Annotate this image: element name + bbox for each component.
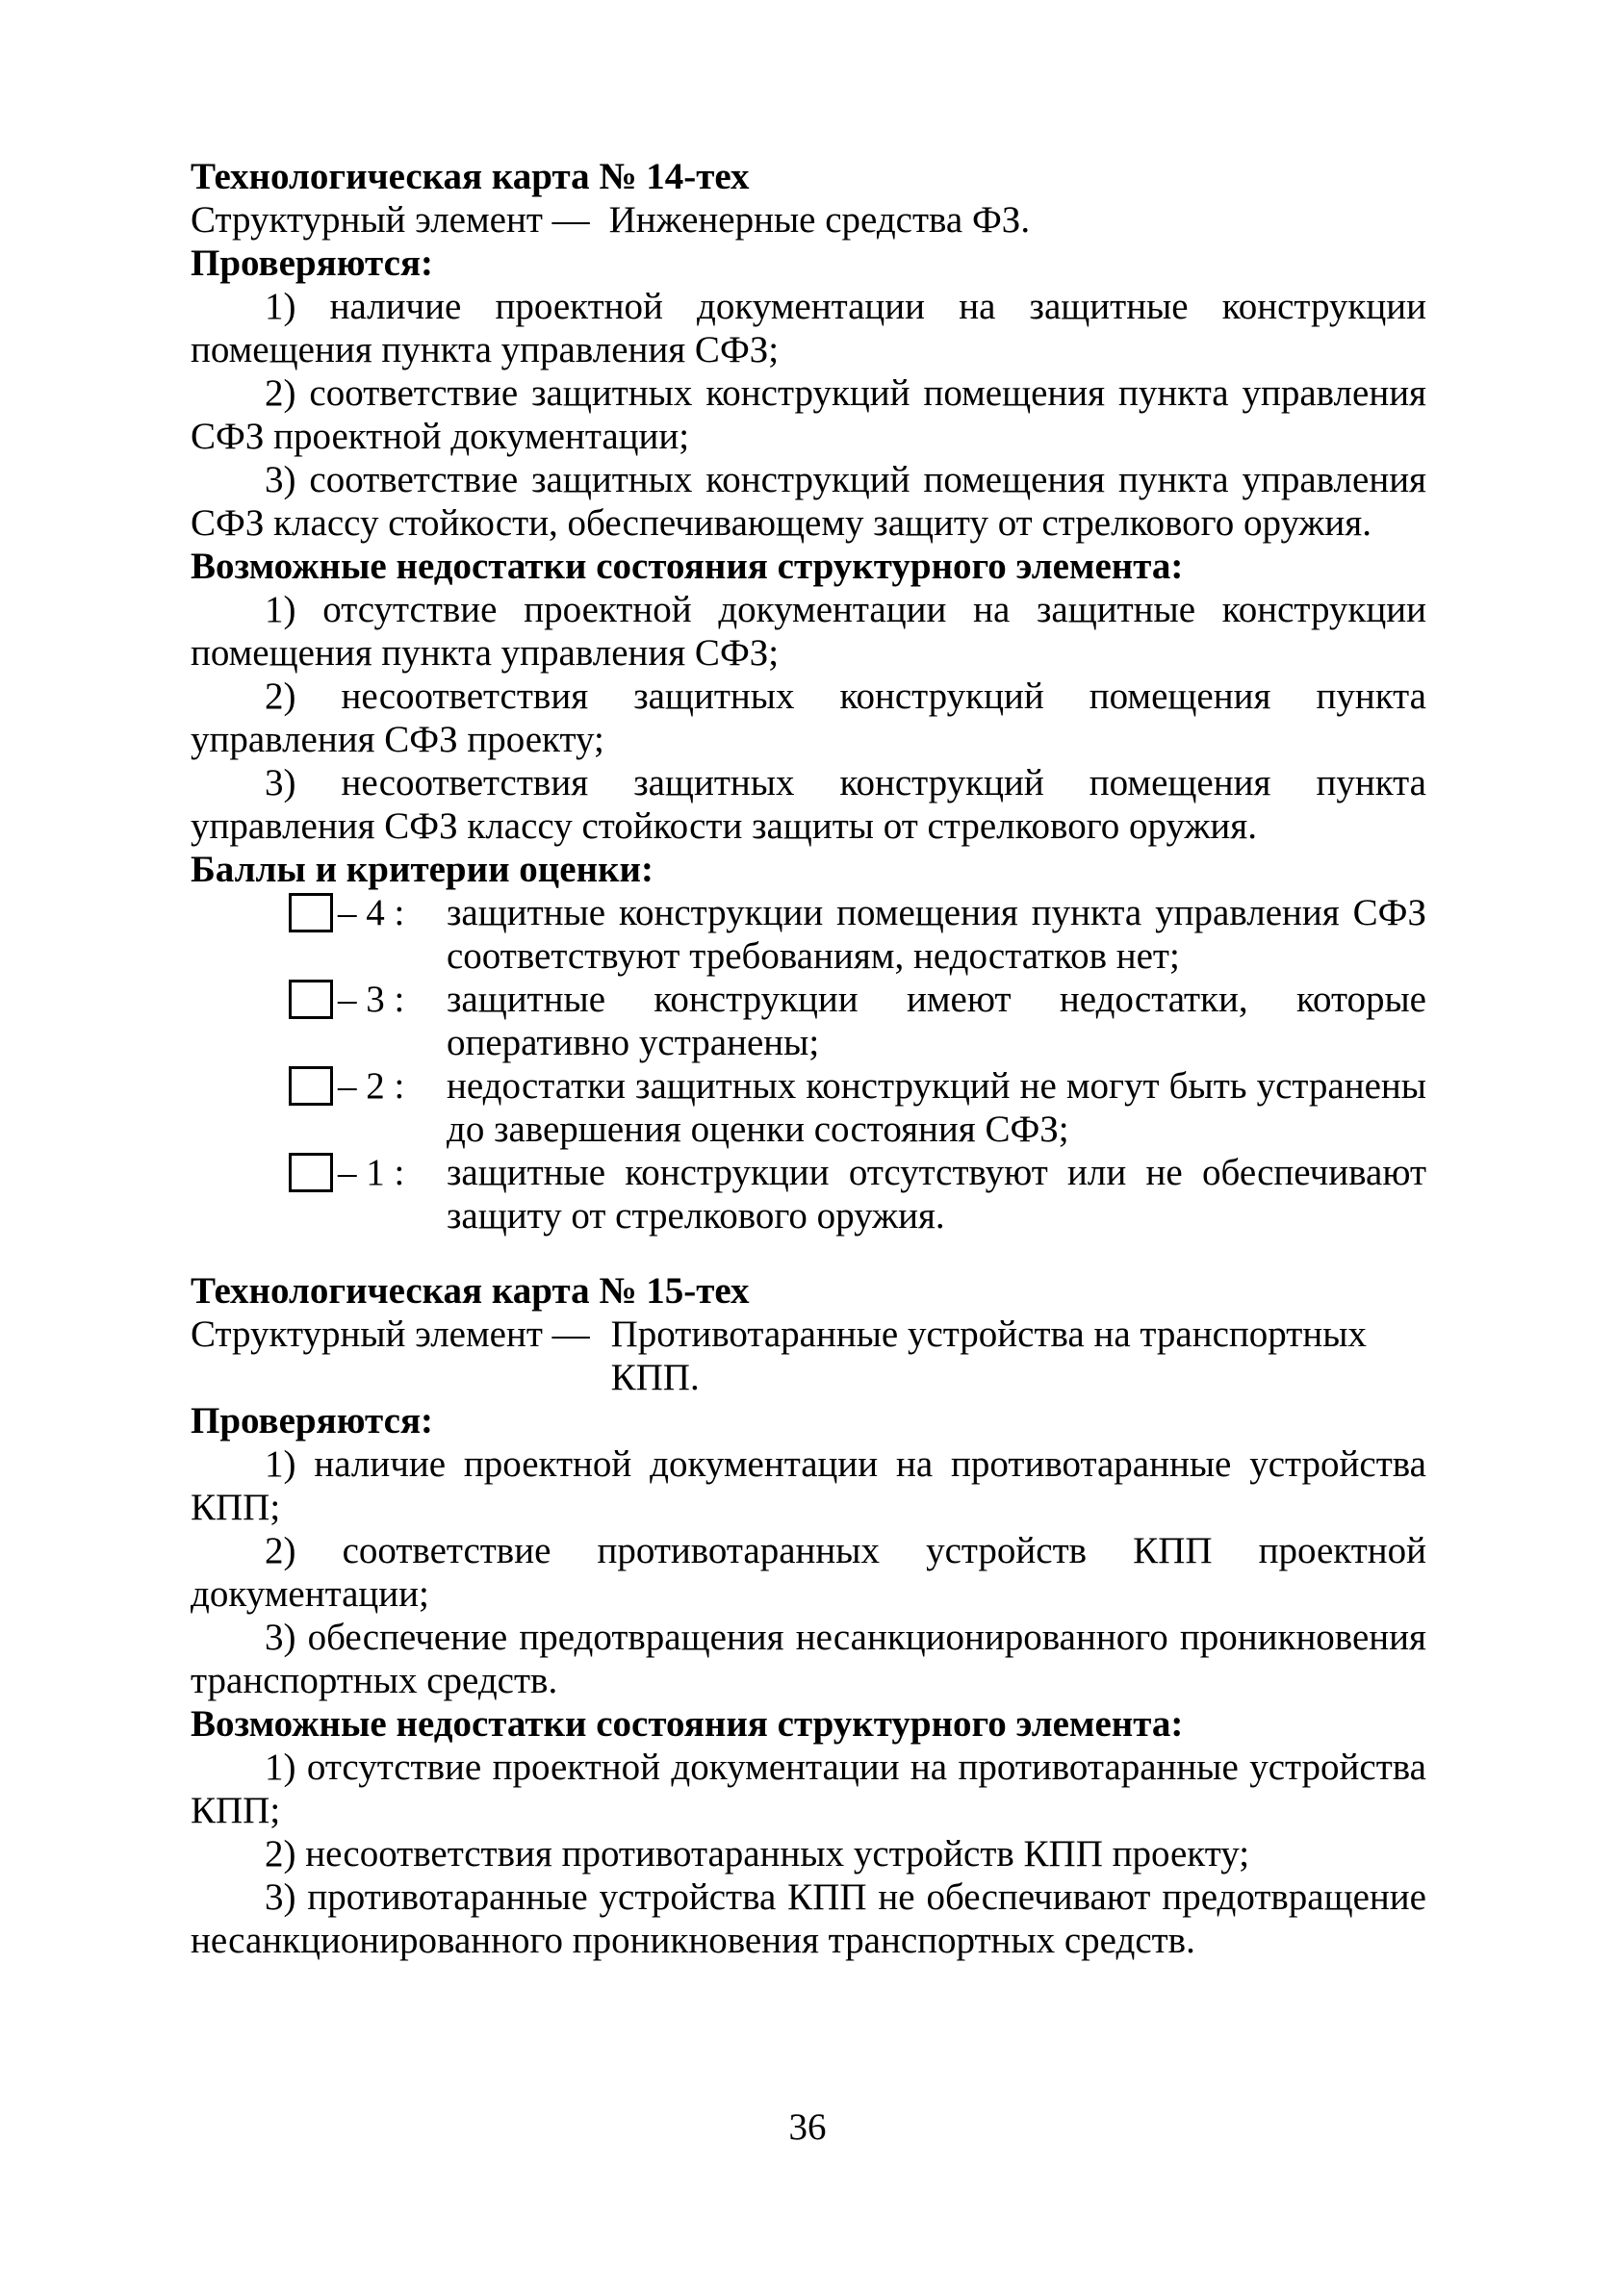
defects-heading: Возможные недостатки состояния структурного элемента: — [191, 546, 1184, 587]
structural-element-label: Структурный элемент — — [191, 199, 590, 241]
criterion-score: – 3 : — [338, 979, 405, 1020]
defect-item: 1) отсутствие проектной документации на защитные конструкции помещения пункта управления СФЗ; — [191, 589, 1426, 674]
defect-item: 3) несоответствия защитных конструкций помещения пункта управления СФЗ классу стойкости защиты от стрелкового оружия. — [191, 762, 1426, 847]
criterion-score: – 1 : — [338, 1152, 405, 1193]
structural-element-row — [191, 1313, 1426, 1399]
checked-item: 2) соответствие защитных конструкций помещения пункта управления СФЗ проектной документации; — [191, 372, 1426, 457]
scores-heading: Баллы и критерии оценки: — [191, 849, 654, 890]
defect-item: 1) отсутствие проектной документации на противотаранные устройства КПП; — [191, 1747, 1426, 1831]
page-number: 36 — [788, 2106, 827, 2148]
structural-element-label: Структурный элемент — — [191, 1314, 590, 1355]
criterion-row — [191, 978, 1426, 1064]
criterion-score: – 4 : — [338, 892, 405, 933]
checked-item: 3) обеспечение предотвращения несанкционированного проникновения транспортных средств. — [191, 1617, 1426, 1701]
tech-card-14 — [191, 155, 1426, 1237]
checked-item: 1) наличие проектной документации на противотаранные устройства КПП; — [191, 1443, 1426, 1528]
criterion-score: – 2 : — [338, 1065, 405, 1107]
criterion-text: защитные конструкции отсутствуют или не обеспечивают защиту от стрелкового оружия. — [447, 1152, 1426, 1237]
criterion-text: недостатки защитных конструкций не могут быть устранены до завершения оценки состояния СФЗ; — [447, 1065, 1426, 1150]
score-checkbox[interactable] — [289, 980, 333, 1019]
checked-heading: Проверяются: — [191, 242, 434, 284]
checked-item: 2) соответствие противотаранных устройств КПП проектной документации; — [191, 1530, 1426, 1615]
card-title: Технологическая карта № 14-тех — [191, 156, 750, 197]
structural-element-row — [191, 198, 1426, 242]
tech-card-15 — [191, 1269, 1426, 1962]
criterion-text: защитные конструкции имеют недостатки, которые оперативно устранены; — [447, 979, 1426, 1063]
score-checkbox[interactable] — [289, 893, 333, 932]
criterion-row — [191, 1064, 1426, 1151]
structural-element-value: Инженерные средства ФЗ. — [608, 199, 1031, 241]
defect-item: 2) несоответствия противотаранных устройств КПП проекту; — [265, 1833, 1250, 1875]
structural-element-value: Противотаранные устройства на транспортных КПП. — [610, 1314, 1367, 1398]
defects-heading: Возможные недостатки состояния структурного элемента: — [191, 1703, 1184, 1745]
criterion-text: защитные конструкции помещения пункта управления СФЗ соответствуют требованиям, недостатков нет; — [447, 892, 1426, 977]
criterion-row — [191, 891, 1426, 978]
criterion-row — [191, 1151, 1426, 1237]
score-checkbox[interactable] — [289, 1066, 333, 1106]
defect-item: 3) противотаранные устройства КПП не обеспечивают предотвращение несанкционированного проникновения транспортных средств. — [191, 1876, 1426, 1961]
card-title: Технологическая карта № 15-тех — [191, 1270, 750, 1312]
checked-item: 1) наличие проектной документации на защитные конструкции помещения пункта управления СФЗ; — [191, 286, 1426, 370]
score-checkbox[interactable] — [289, 1153, 333, 1192]
page-content — [191, 155, 1426, 1962]
checked-item: 3) соответствие защитных конструкций помещения пункта управления СФЗ классу стойкости, обеспечивающему защиту от стрелкового оружия. — [191, 459, 1426, 544]
checked-heading: Проверяются: — [191, 1400, 434, 1441]
defect-item: 2) несоответствия защитных конструкций помещения пункта управления СФЗ проекту; — [191, 676, 1426, 760]
